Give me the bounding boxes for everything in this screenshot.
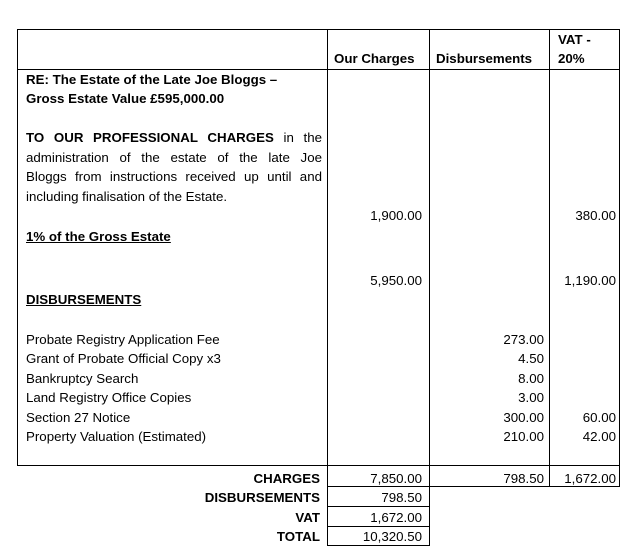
totals-disb-box-right <box>549 466 550 487</box>
totals-charges-our-value: 7,850.00 <box>370 471 422 486</box>
totals-vat-label: VAT <box>295 510 320 525</box>
disbursement-item-label: Probate Registry Application Fee <box>26 332 220 347</box>
professional-charges-line3: Bloggs from instructions received up until and <box>26 169 322 184</box>
header-vat-line1: VAT - <box>558 32 591 47</box>
disbursement-item-vat: 42.00 <box>582 429 616 444</box>
disbursement-item-amount: 210.00 <box>503 429 544 444</box>
disbursement-item-amount: 300.00 <box>503 410 544 425</box>
percent-charge-amount: 5,950.00 <box>370 273 422 288</box>
column-divider-disbursements <box>429 29 430 466</box>
professional-charges-line1-rest: in the <box>273 130 322 145</box>
estate-title-line2: Gross Estate Value £595,000.00 <box>26 91 225 106</box>
totals-total-value: 10,320.50 <box>362 529 422 544</box>
professional-charges-line4: including finalisation of the Estate. <box>26 188 228 204</box>
column-divider-vat <box>549 29 550 466</box>
estate-title-line1: RE: The Estate of the Late Joe Bloggs – <box>26 72 278 87</box>
disbursement-item-amount: 3.00 <box>518 390 544 405</box>
table-border-top <box>17 29 619 30</box>
professional-charges-paragraph <box>26 128 322 206</box>
disbursement-item-amount: 273.00 <box>503 332 544 347</box>
disbursement-item-vat: 60.00 <box>582 410 616 425</box>
disbursement-item-amount: 4.50 <box>518 351 544 366</box>
totals-disbursements-value: 798.50 <box>381 490 422 505</box>
table-border-bottom <box>17 465 619 466</box>
totals-charges-vat-value: 1,672.00 <box>564 471 616 486</box>
header-disbursements: Disbursements <box>436 51 533 66</box>
totals-vat-value: 1,672.00 <box>370 510 422 525</box>
table-border-right <box>619 29 620 466</box>
totals-vat-box-right <box>619 466 620 487</box>
totals-charges-disb-value: 798.50 <box>503 471 544 486</box>
disbursement-item-label: Bankruptcy Search <box>26 371 139 386</box>
disbursement-item-amount: 8.00 <box>518 371 544 386</box>
disbursement-item-label: Land Registry Office Copies <box>26 390 192 405</box>
disbursement-item-label: Grant of Probate Official Copy x3 <box>26 351 221 366</box>
totals-total-label: TOTAL <box>276 529 320 544</box>
totals-disbursements-label: DISBURSEMENTS <box>204 490 320 505</box>
professional-charge-amount: 1,900.00 <box>370 208 422 223</box>
header-our-charges: Our Charges <box>334 51 415 66</box>
percent-gross-estate-label: 1% of the Gross Estate <box>26 229 171 244</box>
header-vat-line2: 20% <box>558 51 585 66</box>
percent-vat-amount: 1,190.00 <box>564 273 616 288</box>
table-border-left <box>17 29 18 466</box>
disbursements-heading: DISBURSEMENTS <box>26 292 142 307</box>
disbursement-item-label: Section 27 Notice <box>26 410 131 425</box>
professional-charges-line2: administration of the estate of the late Joe <box>26 149 322 165</box>
disbursement-item-label: Property Valuation (Estimated) <box>26 429 207 444</box>
column-divider-charges <box>327 29 328 466</box>
totals-charges-label: CHARGES <box>253 471 320 486</box>
professional-vat-amount: 380.00 <box>575 208 616 223</box>
professional-charges-lead: TO OUR PROFESSIONAL CHARGES <box>26 130 274 145</box>
